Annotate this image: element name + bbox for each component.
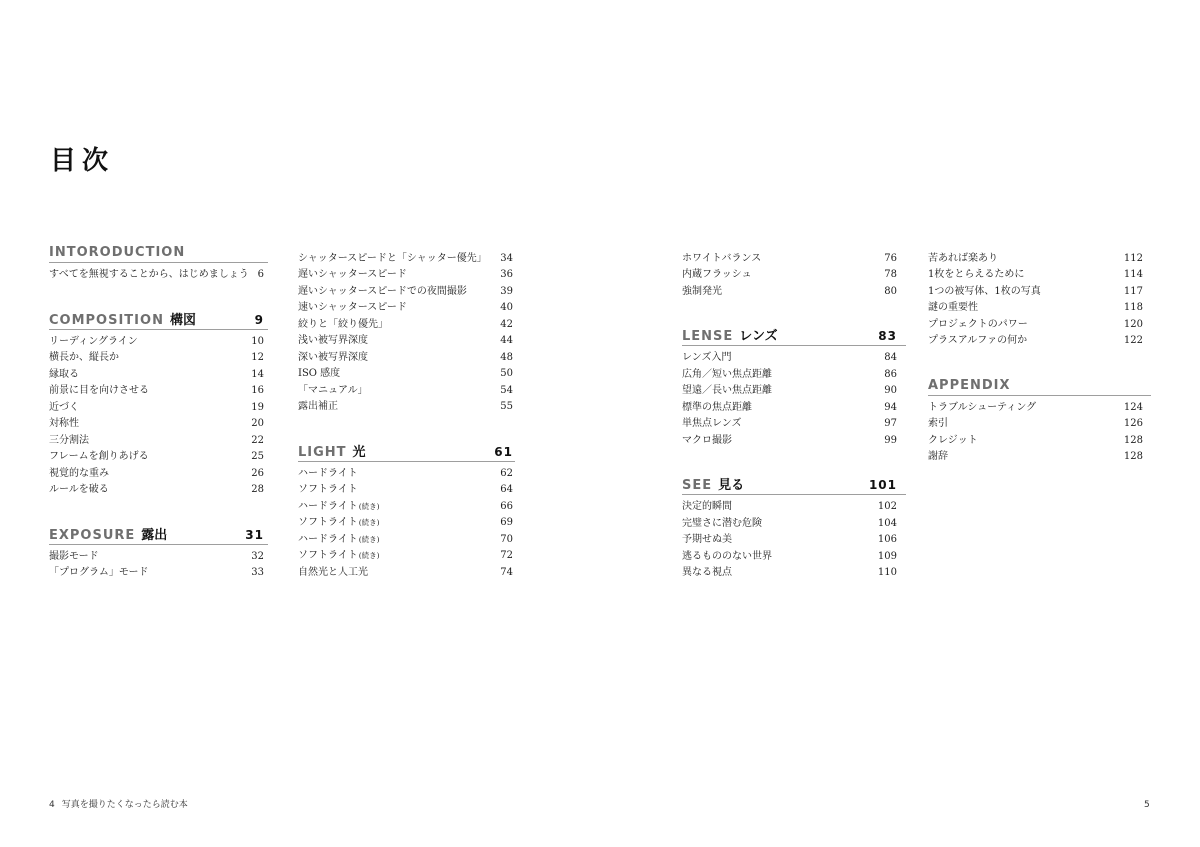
toc-entry (928, 449, 1151, 466)
toc-entry-text: 「マニュアル」 (298, 384, 368, 396)
toc-entry (928, 284, 1151, 301)
toc-entry-text: 1つの被写体、1枚の写真 (928, 285, 1041, 297)
toc-entry-page: 112 (1123, 252, 1143, 264)
section-heading-page: 61 (494, 444, 513, 459)
section-heading-title (928, 377, 1011, 395)
toc-entry-page: 72 (500, 550, 513, 562)
toc-section (49, 526, 268, 582)
toc-entry-text: 縁取る (49, 368, 79, 380)
toc-entry-title (298, 499, 380, 516)
toc-entry-text: 広角／短い焦点距離 (682, 368, 772, 380)
toc-entry-page: 32 (251, 550, 264, 562)
toc-entry-text: 1枚をとらえるために (928, 269, 1025, 281)
toc-entry-page: 80 (884, 285, 897, 297)
toc-entry-text: クレジット (928, 434, 978, 446)
toc-entry (928, 416, 1151, 433)
toc-entry (49, 549, 268, 566)
toc-entry-text: 異なる視点 (682, 567, 732, 579)
toc-entry-title (682, 416, 741, 433)
section-heading-en: LIGHT (298, 444, 347, 460)
toc-entry (49, 383, 268, 400)
toc-entry (928, 267, 1151, 284)
toc-entry (682, 565, 906, 582)
toc-entry (298, 466, 515, 483)
toc-entry-text: 標準の焦点距離 (682, 401, 752, 413)
toc-section (49, 244, 268, 284)
toc-entry-page: 40 (500, 302, 513, 314)
toc-entry (298, 532, 515, 549)
toc-entry-page: 126 (1123, 418, 1143, 430)
toc-entry-text: プラスアルファの何か (928, 335, 1028, 347)
toc-entry-text: 決定的瞬間 (682, 501, 732, 513)
toc-entry-page: 42 (500, 318, 513, 330)
toc-entry-title (682, 400, 752, 417)
toc-entry-title (49, 565, 149, 582)
toc-entry (298, 383, 515, 400)
toc-entry-title (928, 251, 998, 268)
left-page-number: 4 (49, 800, 55, 810)
toc-entry (298, 482, 515, 499)
toc-entry-title (928, 333, 1027, 350)
toc-entry-page: 39 (500, 285, 513, 297)
toc-entry (298, 399, 515, 416)
toc-entry-page: 104 (877, 517, 897, 529)
toc-entry-page: 34 (500, 252, 513, 264)
toc-entry-text: 浅い被写界深度 (298, 335, 368, 347)
toc-entry-text: 内蔵フラッシュ (682, 269, 752, 281)
toc-entry (928, 300, 1151, 317)
toc-entry-text: 前景に目を向けさせる (49, 385, 149, 396)
section-heading-ja: 露出 (141, 527, 168, 543)
toc-entry (49, 334, 268, 351)
section-heading-title (682, 328, 778, 346)
toc-entry-page: 74 (500, 566, 513, 578)
toc-entry-title (298, 333, 368, 350)
section-heading-ja: 構図 (169, 312, 196, 328)
toc-entry (928, 317, 1151, 334)
toc-entry (682, 267, 906, 284)
toc-entry (298, 366, 515, 383)
book-title: 写真を撮りたくなったら読む本 (61, 800, 188, 810)
toc-entry-page: 19 (251, 401, 264, 413)
toc-entry-title (49, 416, 79, 433)
toc-entry-page: 109 (877, 550, 897, 562)
section-heading-en: EXPOSURE (49, 527, 136, 543)
toc-entry (49, 449, 268, 466)
section-heading-title (682, 477, 744, 495)
toc-entry-text: 露出補正 (298, 401, 338, 413)
page-title: 目次 (50, 146, 115, 176)
toc-entry (682, 400, 906, 417)
toc-entry-page: 12 (251, 352, 264, 363)
toc-entry-text: 索引 (928, 418, 948, 430)
toc-entry-title (49, 449, 149, 466)
toc-entry (298, 284, 515, 301)
toc-entry-note: (続き) (358, 534, 380, 544)
toc-entry-page: 97 (884, 418, 897, 430)
toc-entry-page: 10 (251, 335, 264, 347)
toc-entry-title (49, 350, 119, 367)
toc-section (682, 251, 906, 301)
toc-column (49, 244, 268, 582)
toc-entry (49, 267, 268, 284)
toc-entry-page: 99 (884, 434, 897, 446)
section-heading (928, 377, 1151, 396)
toc-entry (298, 565, 515, 582)
toc-entry-text: 三分割法 (49, 434, 89, 446)
toc-entry-title (298, 251, 487, 268)
toc-entry-title (928, 416, 948, 433)
toc-entry-text: ソフトライト (298, 517, 358, 529)
toc-entry-text: マクロ撮影 (682, 434, 732, 446)
toc-entry-page: 20 (251, 418, 264, 429)
toc-entry-title (298, 565, 368, 582)
right-page-number: 5 (1144, 800, 1150, 810)
toc-entry-page: 117 (1123, 285, 1143, 297)
toc-entry-text: ハードライト (298, 533, 358, 545)
toc-column (928, 251, 1151, 466)
toc-entry-page: 55 (500, 401, 513, 413)
toc-entry (298, 499, 515, 516)
toc-entry-title (49, 433, 89, 450)
toc-entry-title (682, 532, 732, 549)
toc-entry-title (298, 317, 388, 334)
toc-entry-page: 106 (877, 534, 897, 546)
toc-entry (682, 416, 906, 433)
toc-section (682, 327, 906, 449)
toc-section (49, 311, 268, 499)
toc-entry-page: 102 (877, 501, 897, 513)
toc-column (682, 251, 906, 582)
section-heading-en: COMPOSITION (49, 312, 164, 328)
toc-entry (298, 515, 515, 532)
toc-entry-page: 14 (251, 368, 264, 380)
toc-entry-page: 22 (251, 434, 264, 446)
toc-entry-page: 69 (500, 517, 513, 529)
toc-entry-page: 122 (1123, 335, 1143, 347)
toc-entry (682, 499, 906, 516)
toc-entry (682, 383, 906, 400)
toc-entry-text: 自然光と人工光 (298, 566, 368, 578)
toc-entry-page: 78 (884, 269, 897, 281)
section-heading-en: LENSE (682, 329, 734, 345)
footer-left (49, 798, 188, 812)
section-heading-title (49, 527, 167, 545)
toc-entry-text: ハードライト (298, 500, 358, 512)
toc-entry-text: 絞りと「絞り優先」 (298, 318, 388, 330)
toc-entry (49, 482, 268, 499)
toc-section (928, 251, 1151, 350)
toc-entry-page: 48 (500, 351, 513, 363)
toc-entry-title (928, 400, 1036, 417)
toc-entry (298, 548, 515, 565)
toc-entry-title (928, 449, 948, 466)
section-heading (49, 311, 268, 330)
toc-entry-text: ホワイトバランス (682, 252, 762, 264)
toc-entry-text: レンズ入門 (682, 352, 732, 364)
toc-entry-text: 謝辞 (928, 451, 948, 463)
toc-entry-page: 110 (877, 567, 897, 579)
toc-entry (682, 549, 906, 566)
toc-entry-text: 逃るもののない世界 (682, 550, 772, 562)
toc-entry-title (682, 433, 732, 450)
toc-entry-page: 54 (500, 384, 513, 396)
toc-entry-page: 128 (1123, 434, 1143, 446)
toc-entry-title (49, 400, 79, 417)
toc-entry-title (682, 549, 772, 566)
toc-section (682, 476, 906, 582)
section-heading-page: 101 (868, 478, 897, 493)
toc-entry-title (682, 284, 722, 301)
toc-entry-title (298, 350, 368, 367)
toc-entry-page: 90 (884, 385, 897, 397)
toc-column (298, 251, 515, 582)
toc-entry (49, 367, 268, 384)
toc-entry-text: 完璧さに潜む危険 (682, 517, 762, 529)
toc-entry-text: 遅いシャッタースピードでの夜間撮影 (298, 285, 467, 297)
toc-entry (682, 433, 906, 450)
toc-entry-title (298, 284, 467, 301)
toc-entry (928, 333, 1151, 350)
toc-entry-title (682, 267, 752, 284)
toc-entry-text: プロジェクトのパワー (928, 318, 1028, 330)
toc-entry-note: (続き) (358, 518, 380, 528)
toc-entry-text: ソフトライト (298, 550, 358, 562)
toc-entry (49, 466, 268, 483)
toc-entry-title (298, 515, 380, 532)
section-heading (49, 526, 268, 545)
section-heading-en: SEE (682, 478, 713, 494)
section-heading (298, 443, 515, 462)
toc-entry-text: 速いシャッタースピード (298, 302, 407, 314)
toc-entry (298, 267, 515, 284)
section-heading-title (49, 244, 185, 262)
toc-entry (682, 532, 906, 549)
toc-entry-text: ソフトライト (298, 484, 358, 496)
toc-entry-title (49, 482, 109, 499)
toc-entry-text: ハードライト (298, 467, 358, 479)
toc-entry-page: 84 (884, 352, 897, 364)
toc-entry-text: シャッタースピードと「シャッター優先」 (298, 252, 487, 264)
toc-entry (49, 433, 268, 450)
toc-entry-title (49, 367, 79, 384)
toc-entry-text: 対称性 (49, 418, 79, 429)
toc-entry-title (682, 516, 762, 533)
toc-entry (298, 350, 515, 367)
toc-entry (298, 300, 515, 317)
toc-entry-title (49, 334, 138, 351)
toc-entry-title (49, 383, 149, 400)
toc-entry-title (298, 383, 368, 400)
section-heading-title (49, 312, 196, 330)
section-heading (49, 244, 268, 263)
toc-entry-page: 76 (884, 252, 897, 264)
toc-entry-page: 6 (257, 269, 264, 280)
section-heading-page: 31 (245, 527, 264, 542)
toc-entry-title (928, 317, 1028, 334)
toc-entry-text: 望遠／長い焦点距離 (682, 385, 772, 397)
toc-entry-page: 33 (251, 567, 264, 578)
toc-entry-title (49, 466, 109, 483)
toc-entry (298, 333, 515, 350)
toc-entry-text: 横長か、縦長か (49, 352, 119, 363)
toc-entry-page: 26 (251, 467, 264, 479)
toc-entry-title (682, 367, 772, 384)
toc-entry-text: 近づく (49, 401, 79, 413)
toc-entry-page: 124 (1123, 401, 1143, 413)
toc-entry (49, 400, 268, 417)
toc-entry-page: 64 (500, 484, 513, 496)
toc-entry (298, 251, 515, 268)
section-heading (682, 476, 906, 495)
section-heading-ja: 光 (352, 444, 366, 460)
toc-entry (298, 317, 515, 334)
toc-entry (682, 350, 906, 367)
toc-entry-title (928, 433, 978, 450)
toc-entry-text: 謎の重要性 (928, 302, 978, 314)
toc-entry (682, 516, 906, 533)
toc-entry-page: 86 (884, 368, 897, 380)
toc-entry (682, 284, 906, 301)
toc-entry-text: 予期せぬ美 (682, 534, 732, 546)
toc-entry (682, 251, 906, 268)
section-heading-en: INTORODUCTION (49, 245, 186, 260)
toc-entry-text: 遅いシャッタースピード (298, 269, 407, 281)
section-heading-page: 9 (254, 312, 264, 327)
toc-entry-note: (続き) (358, 551, 380, 561)
toc-entry-text: トラブルシューティング (928, 401, 1037, 413)
section-heading-title (298, 444, 366, 462)
toc-entry-title (682, 383, 772, 400)
toc-entry-text: ルールを破る (49, 484, 109, 495)
toc-entry-note: (続き) (358, 501, 380, 511)
section-heading-ja: 見る (718, 478, 745, 494)
toc-entry (682, 367, 906, 384)
toc-entry-page: 128 (1123, 451, 1143, 463)
toc-entry-title (682, 350, 731, 367)
toc-entry-page: 120 (1123, 318, 1143, 330)
toc-entry (928, 251, 1151, 268)
toc-entry-text: リーディングライン (49, 335, 138, 347)
toc-entry-page: 25 (251, 451, 264, 462)
toc-section (298, 443, 515, 582)
toc-entry-page: 16 (251, 385, 264, 396)
toc-entry-page: 66 (500, 500, 513, 512)
toc-entry-title (298, 399, 338, 416)
toc-entry-title (298, 532, 380, 549)
toc-entry (49, 350, 268, 367)
toc-entry-page: 50 (500, 368, 513, 380)
section-heading (682, 327, 906, 346)
toc-entry-title (298, 300, 407, 317)
toc-entry-page: 114 (1123, 269, 1143, 281)
toc-entry-text: 強制発光 (682, 285, 722, 297)
toc-entry-title (298, 548, 380, 565)
toc-entry (928, 433, 1151, 450)
section-heading-en: APPENDIX (928, 377, 1011, 393)
section-heading-ja: レンズ (739, 329, 778, 345)
toc-section (298, 251, 515, 416)
toc-entry-page: 70 (500, 533, 513, 545)
toc-entry-title (928, 267, 1024, 284)
toc-entry-title (928, 300, 978, 317)
toc-entry-text: 撮影モード (49, 550, 99, 562)
toc-entry-title (682, 565, 732, 582)
toc-entry (49, 416, 268, 433)
toc-section (928, 377, 1151, 466)
toc-entry (49, 565, 268, 582)
toc-entry-title (49, 267, 249, 284)
toc-entry-page: 62 (500, 467, 513, 479)
toc-entry-text: 視覚的な重み (49, 467, 109, 479)
toc-entry-text: ISO 感度 (298, 368, 341, 380)
toc-entry-page: 44 (500, 335, 513, 347)
toc-entry-text: 「プログラム」モード (49, 567, 149, 578)
toc-entry-text: フレームを創りあげる (49, 451, 149, 462)
toc-entry-title (49, 549, 99, 566)
toc-entry-page: 118 (1123, 302, 1143, 314)
toc-entry-page: 36 (500, 269, 513, 281)
toc-entry-title (682, 499, 732, 516)
section-heading-page: 83 (878, 329, 897, 344)
toc-entry (928, 400, 1151, 417)
toc-entry-page: 28 (251, 484, 264, 495)
toc-entry-text: 単焦点レンズ (682, 418, 742, 430)
toc-entry-title (298, 466, 358, 483)
toc-entry-title (298, 267, 407, 284)
toc-entry-text: 苦あれば楽あり (928, 252, 998, 264)
toc-entry-title (682, 251, 761, 268)
toc-entry-title (298, 366, 340, 383)
toc-entry-text: すべてを無視することから、はじめましょう (49, 269, 249, 280)
toc-entry-text: 深い被写界深度 (298, 351, 368, 363)
toc-entry-page: 94 (884, 401, 897, 413)
toc-entry-title (298, 482, 358, 499)
toc-entry-title (928, 284, 1041, 301)
